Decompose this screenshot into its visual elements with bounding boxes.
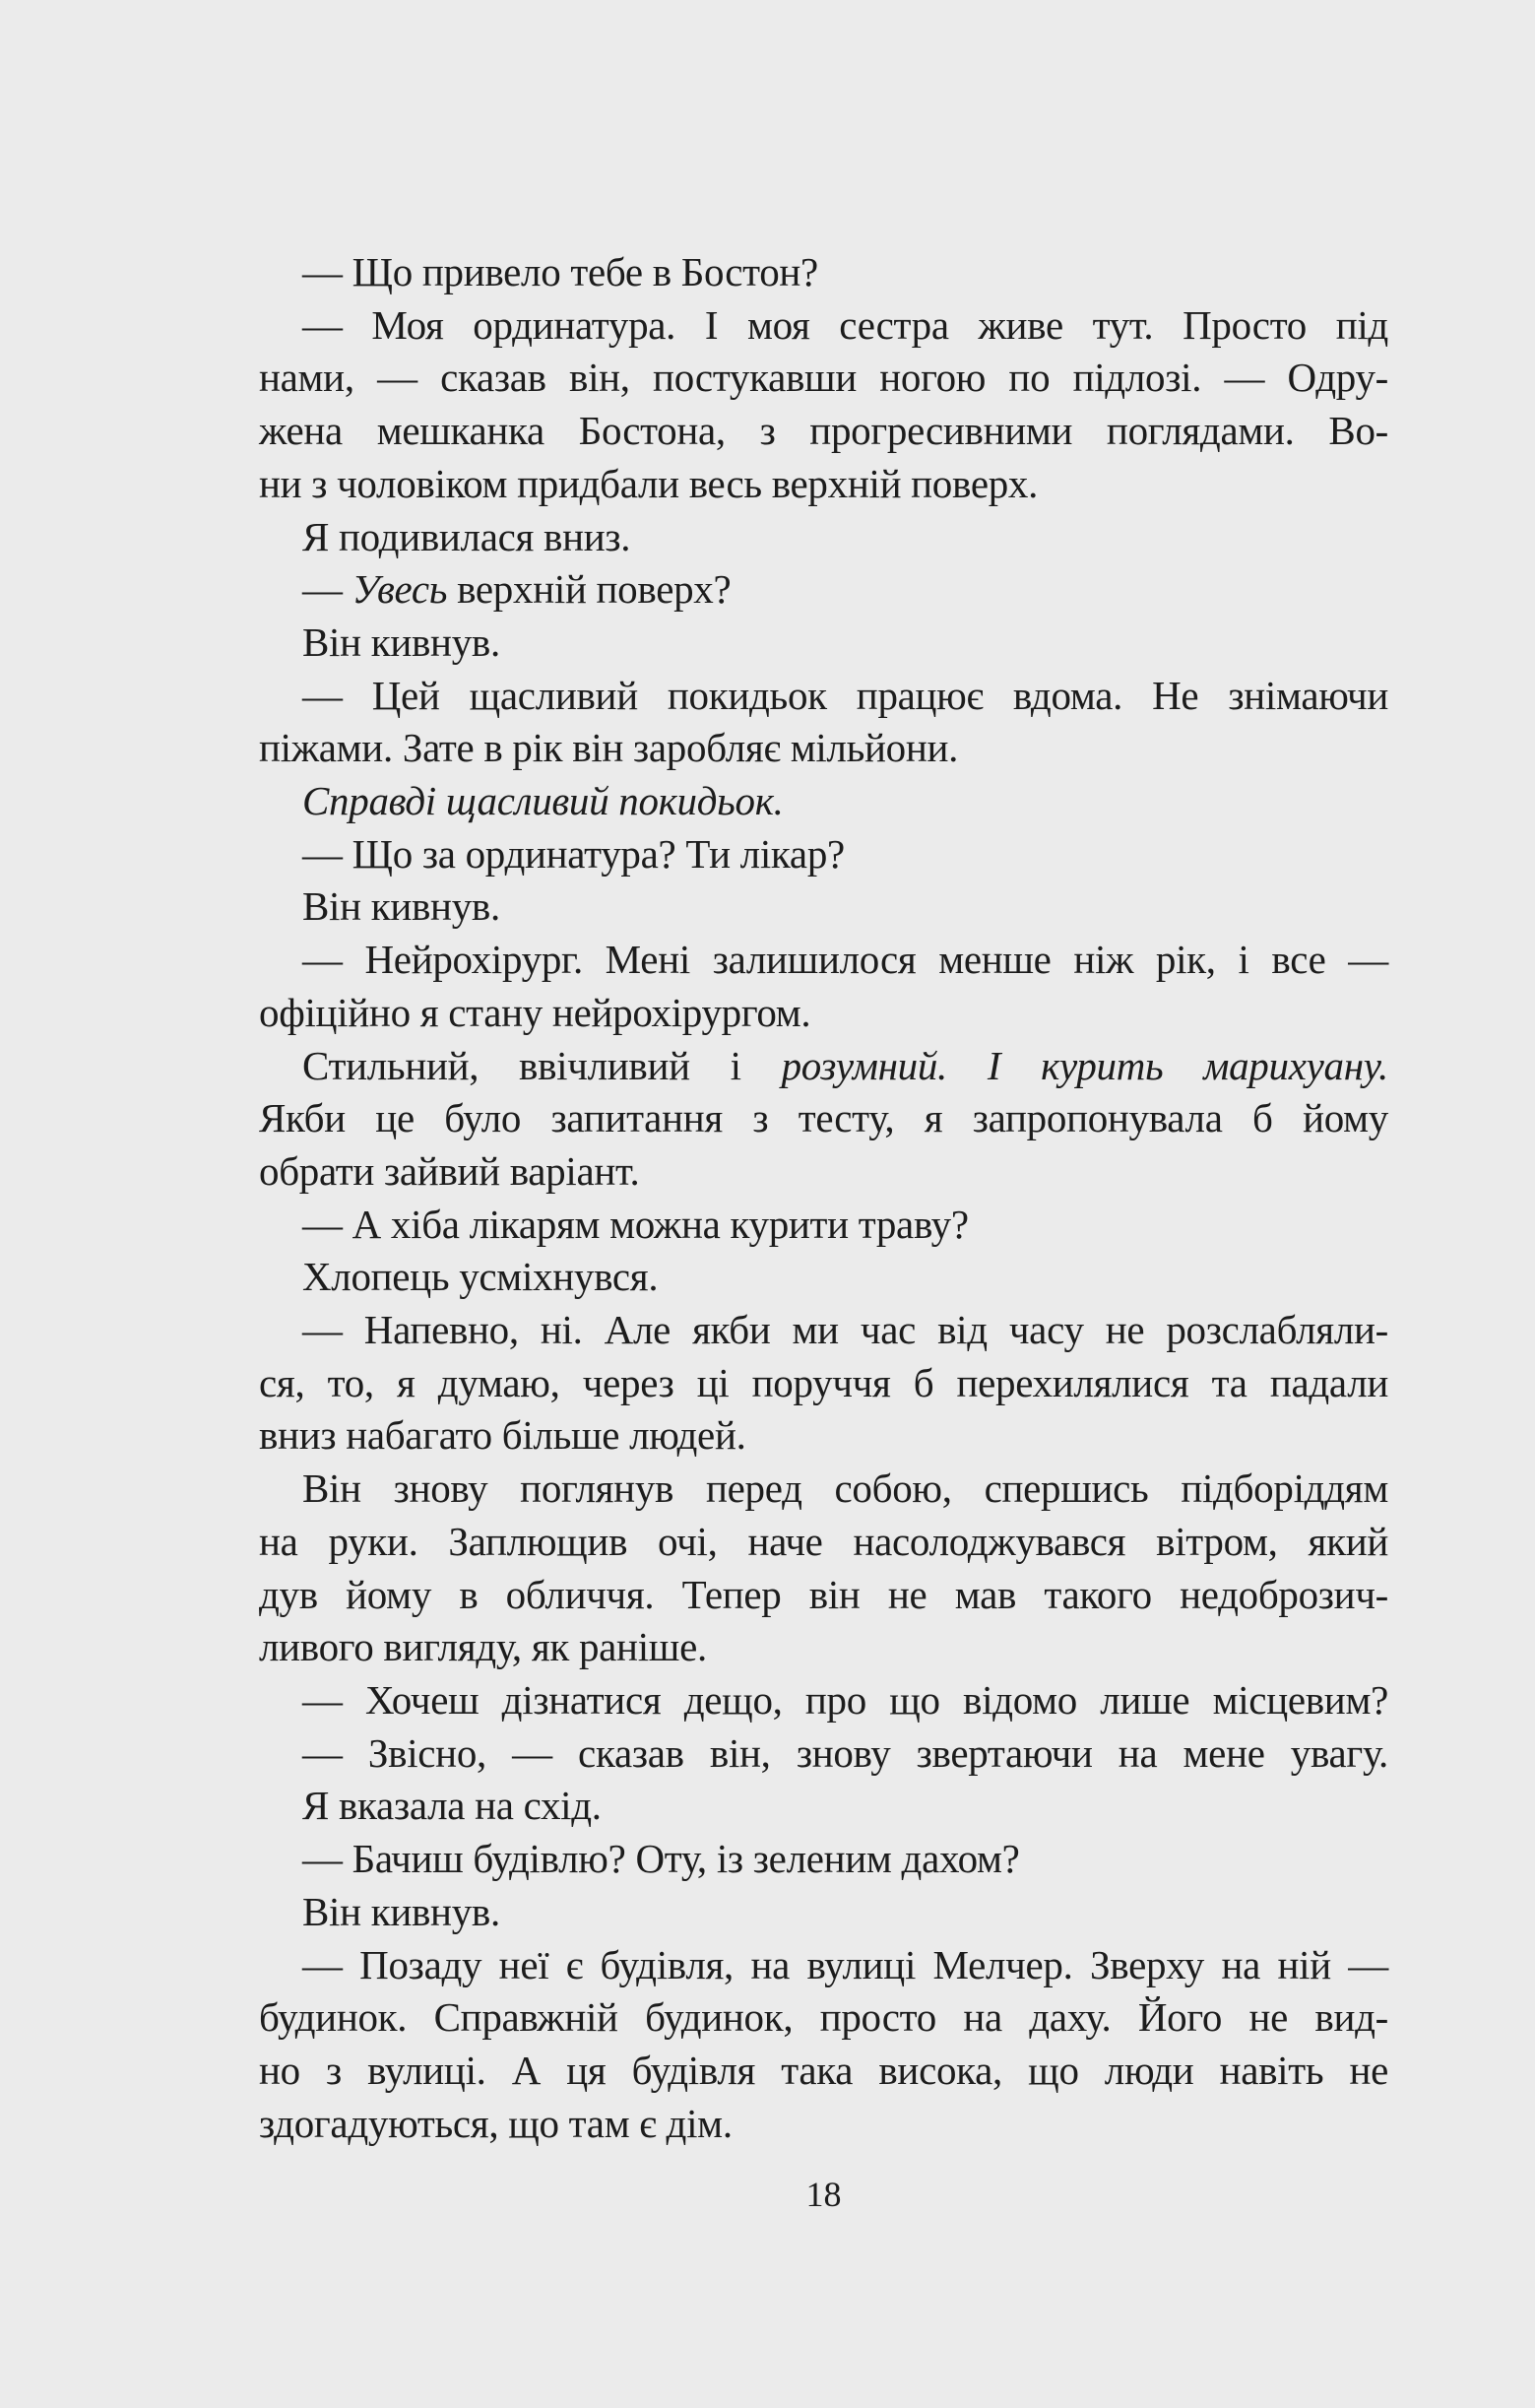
text-line (259, 405, 1388, 458)
text-line (259, 1939, 1388, 1992)
body-text: верхній поверх? (447, 566, 732, 613)
body-text: — Нейрохірург. Мені залишилося менше ніж рік, і все — (302, 937, 1388, 983)
text-line (259, 1092, 1388, 1145)
text-line (259, 617, 1388, 670)
text-line (259, 1304, 1388, 1357)
text-line (259, 880, 1388, 934)
text-line (259, 1409, 1388, 1463)
body-text: Я вказала на схід. (302, 1783, 602, 1829)
body-text: — А хіба лікарям можна курити траву? (302, 1201, 969, 1247)
text-line (259, 2098, 1388, 2151)
body-text: но з вулиці. А ця будівля така висока, що люди навіть не (259, 2047, 1388, 2093)
text-line (259, 775, 1388, 828)
text-line (259, 1833, 1388, 1886)
body-text: піжами. Зате в рік він заробляє мільйони. (259, 725, 959, 771)
body-text: — Що за ординатура? Ти лікар? (302, 830, 845, 877)
italic-text: розумний. (781, 1042, 947, 1088)
text-line (259, 1727, 1388, 1781)
text-line (259, 1991, 1388, 2045)
text-line (259, 563, 1388, 617)
text-line (259, 352, 1388, 405)
text-line (259, 1463, 1388, 1516)
text-line (259, 511, 1388, 564)
body-text: Він знову поглянув перед собою, спершись підборіддям (302, 1465, 1388, 1512)
italic-text: Справді щасливий покидьок. (302, 778, 784, 824)
text-block (259, 246, 1388, 2150)
body-text: нами, — сказав він, постукавши ногою по підлозі. — Одру- (259, 355, 1388, 401)
text-line (259, 458, 1388, 511)
text-line (259, 828, 1388, 881)
body-text: — Хочеш дізнатися дещо, про що відомо лише місцевим? (302, 1676, 1388, 1723)
text-line (259, 1145, 1388, 1199)
text-line (259, 2045, 1388, 2098)
body-text: обрати зайвий варіант. (259, 1147, 640, 1194)
body-text: Стильний, ввічливий і (302, 1042, 782, 1088)
text-line (259, 1516, 1388, 1569)
body-text: — Моя ординатура. І моя сестра живе тут. Просто під (302, 301, 1388, 348)
italic-text: І курить марихуану. (987, 1042, 1389, 1088)
text-line (259, 987, 1388, 1040)
body-text: жена мешканка Бостона, з прогресивними поглядами. Во- (259, 408, 1388, 454)
body-text: — Що привело тебе в Бостон? (302, 249, 818, 294)
text-line (259, 246, 1388, 299)
body-text (947, 1043, 988, 1088)
body-text: Хлопець усміхнувся. (302, 1254, 659, 1300)
body-text: будинок. Справжній будинок, просто на даху. Його не вид- (259, 1994, 1388, 2041)
body-text: Він кивнув. (302, 618, 500, 665)
italic-text: Увесь (352, 566, 448, 613)
text-line (259, 670, 1388, 723)
page-number: 18 (805, 2175, 842, 2214)
body-text: — Бачиш будівлю? Оту, із зеленим дахом? (302, 1836, 1020, 1882)
text-line (259, 1886, 1388, 1939)
body-text: — (302, 566, 352, 613)
body-text: — Звісно, — сказав він, знову звертаючи на мене увагу. (302, 1729, 1388, 1776)
body-text: здогадуються, що там є дім. (259, 2100, 733, 2146)
body-text: вниз набагато більше людей. (259, 1412, 746, 1459)
body-text: ся, то, я думаю, через ці поруччя б перехилялися та падали (259, 1359, 1388, 1405)
text-line (259, 722, 1388, 775)
text-line (259, 1251, 1388, 1304)
text-line (259, 1357, 1388, 1410)
body-text: — Позаду неї є будівля, на вулиці Мелчер. Зверху на ній — (302, 1941, 1388, 1987)
body-text: Він кивнув. (302, 883, 500, 930)
body-text: дув йому в обличчя. Тепер він не мав такого недоброзич- (259, 1571, 1388, 1617)
text-line (259, 1621, 1388, 1674)
text-line (259, 1569, 1388, 1622)
text-line (259, 1780, 1388, 1833)
text-line (259, 1199, 1388, 1252)
body-text: офіційно я стану нейрохірургом. (259, 989, 811, 1035)
body-text: ни з чоловіком придбали весь верхній поверх. (259, 460, 1039, 506)
text-line (259, 299, 1388, 353)
body-text: Якби це було запитання з тесту, я запропонувала б йому (259, 1095, 1388, 1141)
text-line (259, 1040, 1388, 1093)
body-text: Він кивнув. (302, 1888, 500, 1934)
body-text: Я подивилася вниз. (302, 513, 631, 559)
body-text: на руки. Заплющив очі, наче насолоджувався вітром, який (259, 1518, 1388, 1564)
body-text: ливого вигляду, як раніше. (259, 1624, 707, 1670)
text-line (259, 1674, 1388, 1727)
body-text: — Цей щасливий покидьок працює вдома. Не знімаючи (302, 672, 1388, 718)
body-text: — Напевно, ні. Але якби ми час від часу не розслабляли- (302, 1307, 1388, 1353)
text-line (259, 934, 1388, 987)
